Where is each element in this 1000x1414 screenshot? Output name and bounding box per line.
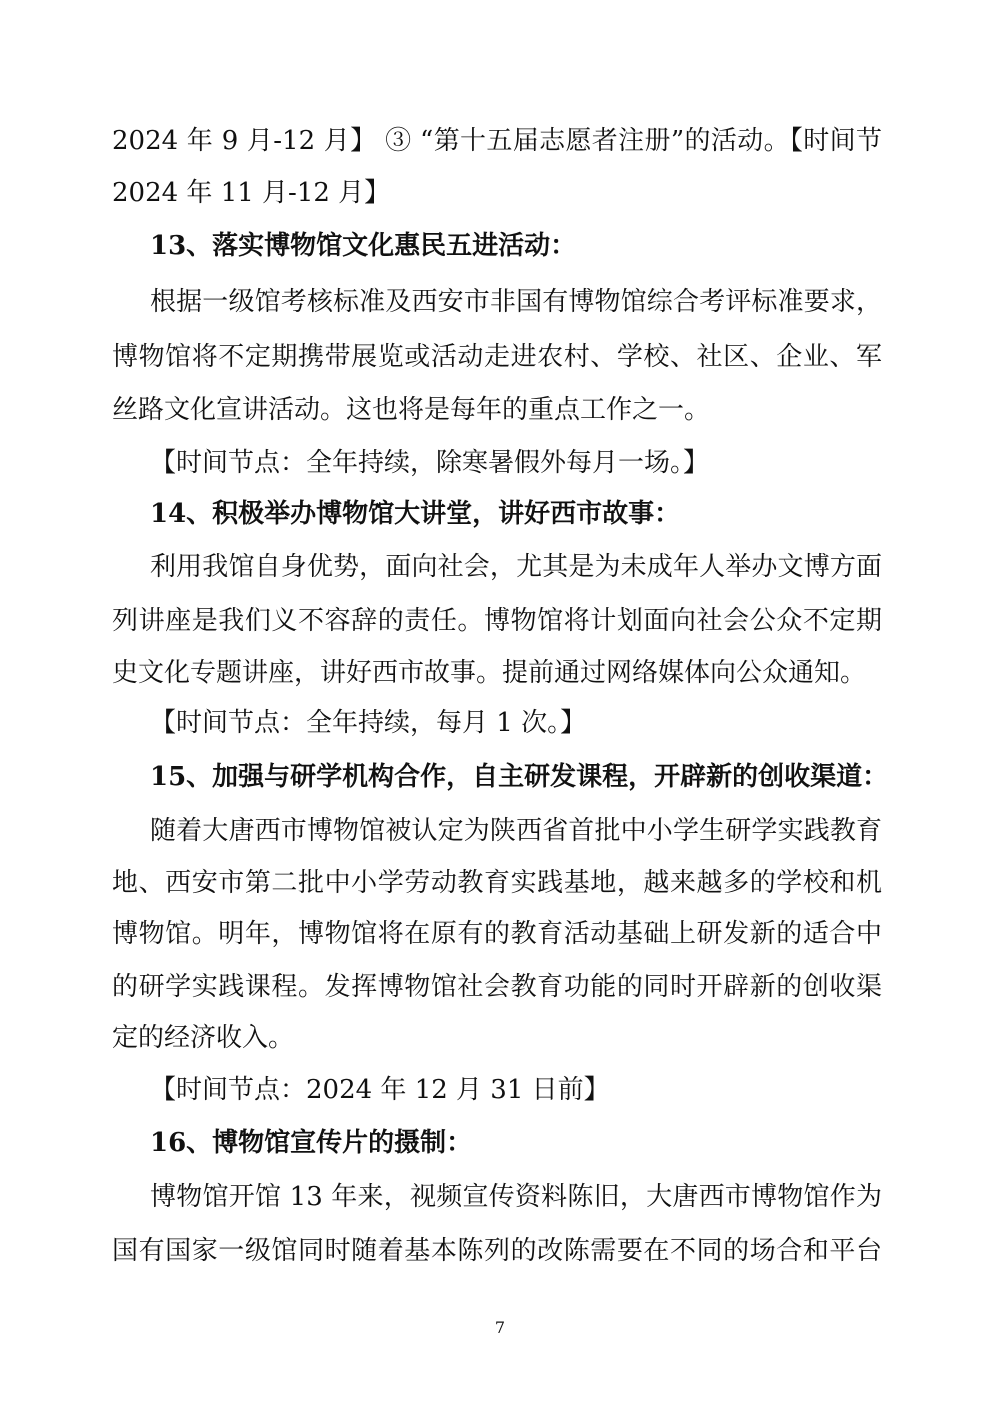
page-number: 7 [494, 1318, 506, 1337]
text-line: 2024 年 9 月-12 月】 ③ “第十五届志愿者注册”的活动。【时间节 [112, 126, 882, 156]
text-line: 史文化专题讲座，讲好西市故事。提前通过网络媒体向公众通知。 [112, 658, 867, 688]
text-line: 利用我馆自身优势，面向社会，尤其是为未成年人举办文博方面 [150, 552, 882, 582]
text-line: 定的经济收入。 [112, 1023, 295, 1053]
section-heading-15: 15、加强与研学机构合作，自主研发课程，开辟新的创收渠道： [150, 762, 889, 792]
section-heading-16: 16、博物馆宣传片的摄制： [150, 1128, 473, 1158]
text-line: 博物馆开馆 13 年来，视频宣传资料陈旧，大唐西市博物馆作为 [150, 1182, 882, 1212]
text-line: 的研学实践课程。发挥博物馆社会教育功能的同时开辟新的创收渠 [112, 972, 882, 1002]
text-line: 国有国家一级馆同时随着基本陈列的改陈需要在不同的场合和平台 [112, 1236, 882, 1266]
section-heading-14: 14、积极举办博物馆大讲堂，讲好西市故事： [150, 499, 681, 529]
text-line: 随着大唐西市博物馆被认定为陕西省首批中小学生研学实践教育 [150, 816, 882, 846]
text-line: 地、西安市第二批中小学劳动教育实践基地，越来越多的学校和机 [112, 868, 882, 898]
time-node: 【时间节点：全年持续，每月 1 次。】 [150, 708, 587, 738]
text-line: 列讲座是我们义不容辞的责任。博物馆将计划面向社会公众不定期 [112, 606, 882, 636]
time-node: 【时间节点：全年持续，除寒暑假外每月一场。】 [150, 448, 710, 478]
text-line: 丝路文化宣讲活动。这也将是每年的重点工作之一。 [112, 395, 711, 425]
time-node: 【时间节点：2024 年 12 月 31 日前】 [150, 1075, 610, 1105]
text-line: 博物馆将不定期携带展览或活动走进农村、学校、社区、企业、军 [112, 342, 882, 372]
text-line: 博物馆。明年，博物馆将在原有的教育活动基础上研发新的适合中 [112, 919, 882, 949]
section-heading-13: 13、落实博物馆文化惠民五进活动： [150, 231, 577, 261]
text-line: 2024 年 11 月-12 月】 [112, 178, 391, 208]
text-line: 根据一级馆考核标准及西安市非国有博物馆综合考评标准要求， [150, 287, 882, 317]
